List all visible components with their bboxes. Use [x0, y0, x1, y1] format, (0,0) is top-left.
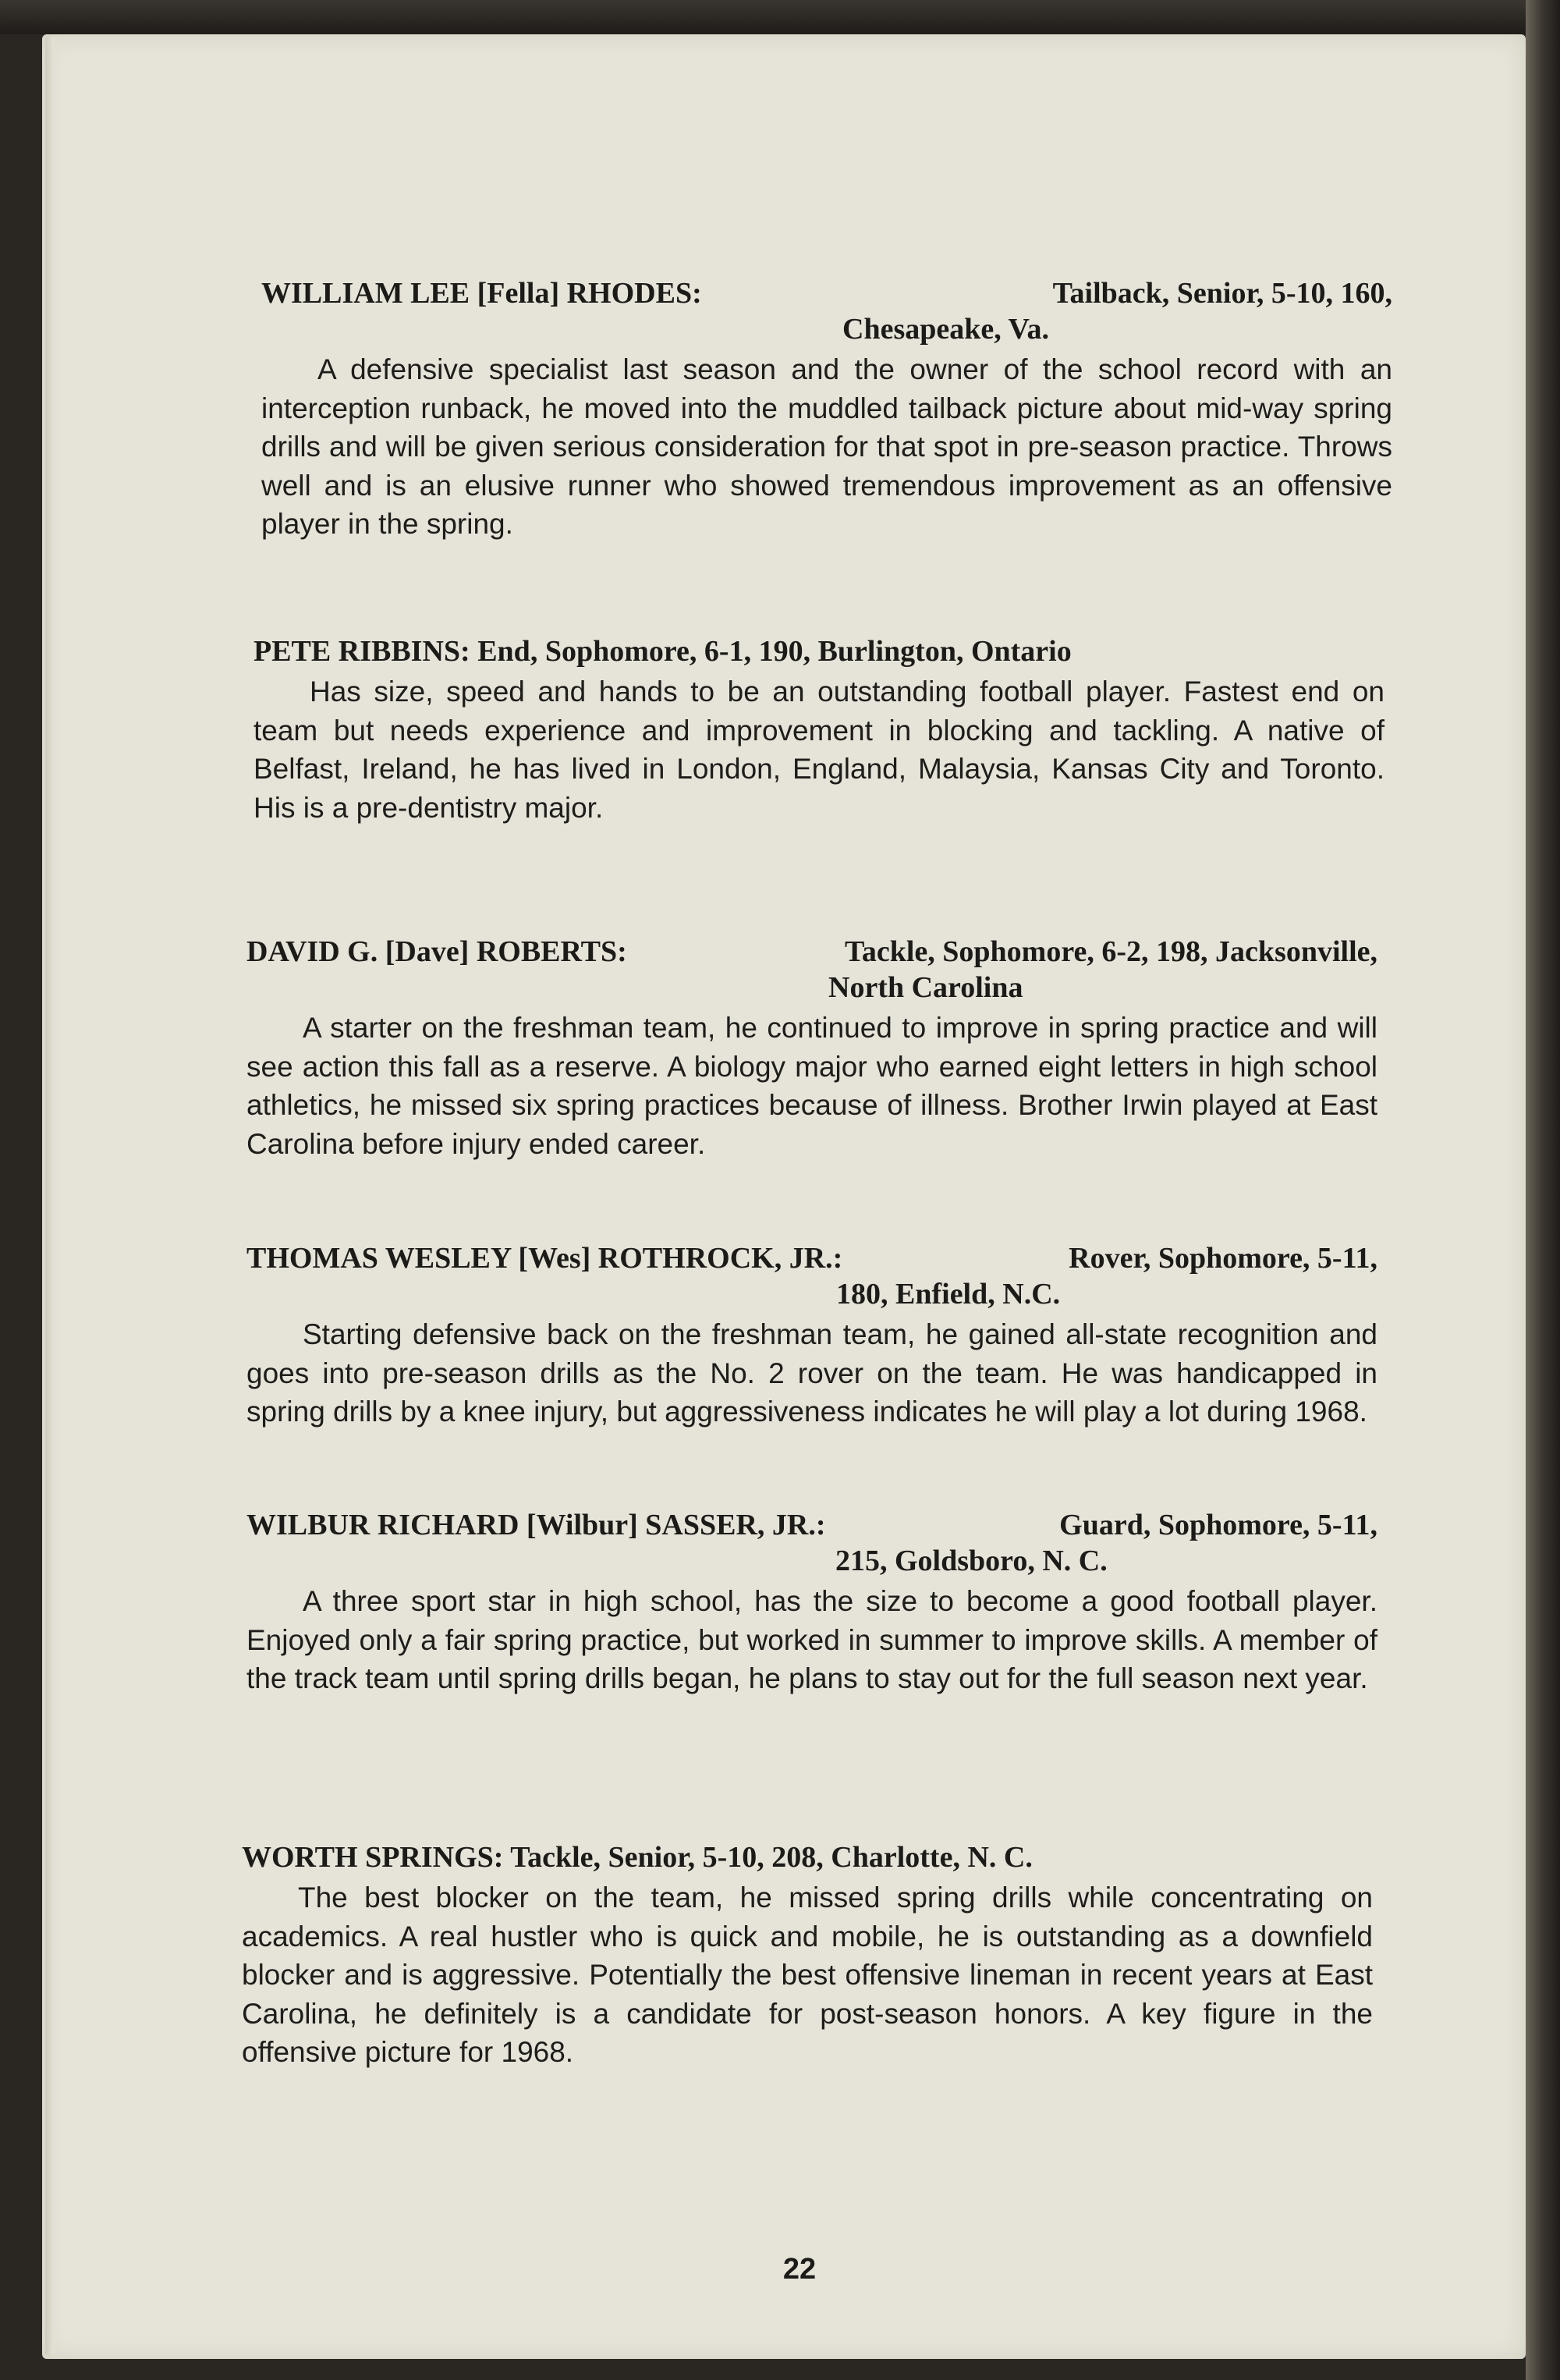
player-details: Rover, Sophomore, 5-11, — [1069, 1242, 1377, 1275]
player-entry-ribbins — [254, 633, 1384, 827]
player-heading — [261, 275, 1392, 347]
player-bio: A starter on the freshman team, he continued to improve in spring practice and will see action this fall as a reserve. A biology major who earned eight letters in high school athletics, he missed six spring practices because of illness. Brother Irwin played at East Carolina before injury ended career. — [246, 1012, 1377, 1160]
player-entry-roberts — [246, 934, 1377, 1163]
player-name: THOMAS WESLEY [Wes] ROTHROCK, JR.: — [246, 1242, 843, 1275]
player-details: Tackle, Sophomore, 6-2, 198, Jacksonville, — [845, 935, 1377, 968]
page-binding-edge — [45, 37, 55, 2354]
player-bio: The best blocker on the team, he missed spring drills while concentrating on academics. A real hustler who is quick and mobile, he is outstanding as a downfield blocker and is aggressive. Potentially the best offensive lineman in recent years at East Carolina, he definitely is a candidate for post-season honors. A key figure in the offensive picture for 1968. — [242, 1882, 1373, 2068]
player-name: WILBUR RICHARD [Wilbur] SASSER, JR.: — [246, 1509, 826, 1541]
player-entry-sasser — [246, 1507, 1377, 1698]
scan-right-border — [1526, 0, 1560, 2380]
page-number: 22 — [782, 2253, 817, 2286]
scan-top-border — [0, 0, 1560, 34]
player-details-continued: North Carolina — [828, 971, 1023, 1004]
player-details: End, Sophomore, 6-1, 190, Burlington, Ontario — [477, 635, 1072, 668]
player-entry-rhodes — [261, 275, 1392, 544]
player-details-continued: 180, Enfield, N.C. — [836, 1278, 1061, 1311]
player-name: WORTH SPRINGS: — [242, 1841, 504, 1874]
player-heading — [246, 934, 1377, 1006]
player-bio: A three sport star in high school, has the size to become a good football player. Enjoyed only a fair spring practice, but worked in summer to improve skills. A member of the track team until spring drills began, he plans to stay out for the full season next year. — [246, 1585, 1377, 1694]
player-details: Guard, Sophomore, 5-11, — [1059, 1509, 1377, 1541]
player-heading — [246, 1240, 1377, 1312]
player-details-continued: 215, Goldsboro, N. C. — [835, 1545, 1108, 1577]
player-name: PETE RIBBINS: — [254, 635, 470, 668]
player-heading — [242, 1839, 1373, 1875]
player-details-continued: Chesapeake, Va. — [842, 313, 1049, 346]
player-details: Tackle, Senior, 5-10, 208, Charlotte, N. C. — [510, 1841, 1033, 1874]
player-details: Tailback, Senior, 5-10, 160, — [1052, 277, 1392, 310]
player-name: WILLIAM LEE [Fella] RHODES: — [261, 277, 702, 310]
player-entry-springs — [242, 1839, 1373, 2072]
player-heading — [246, 1507, 1377, 1579]
player-bio: Starting defensive back on the freshman team, he gained all-state recognition and goes into pre-season drills as the No. 2 rover on the team. He was handicapped in spring drills by a knee injury, but aggressiveness indicates he will play a lot during 1968. — [246, 1318, 1377, 1428]
player-entry-rothrock — [246, 1240, 1377, 1431]
player-bio: Has size, speed and hands to be an outstanding football player. Fastest end on team but needs experience and improvement in blocking and tackling. A native of Belfast, Ireland, he has lived in London, England, Malaysia, Kansas City and Toronto. His is a pre-dentistry major. — [254, 676, 1384, 824]
player-name: DAVID G. [Dave] ROBERTS: — [246, 935, 627, 968]
player-bio: A defensive specialist last season and the owner of the school record with an interception runback, he moved into the muddled tailback picture about mid-way spring drills and will be given serious consideration for that spot in pre-season practice. Throws well and is an elusive runner who showed tremendous improvement as an offensive player in the spring. — [261, 353, 1392, 540]
player-heading — [254, 633, 1384, 669]
